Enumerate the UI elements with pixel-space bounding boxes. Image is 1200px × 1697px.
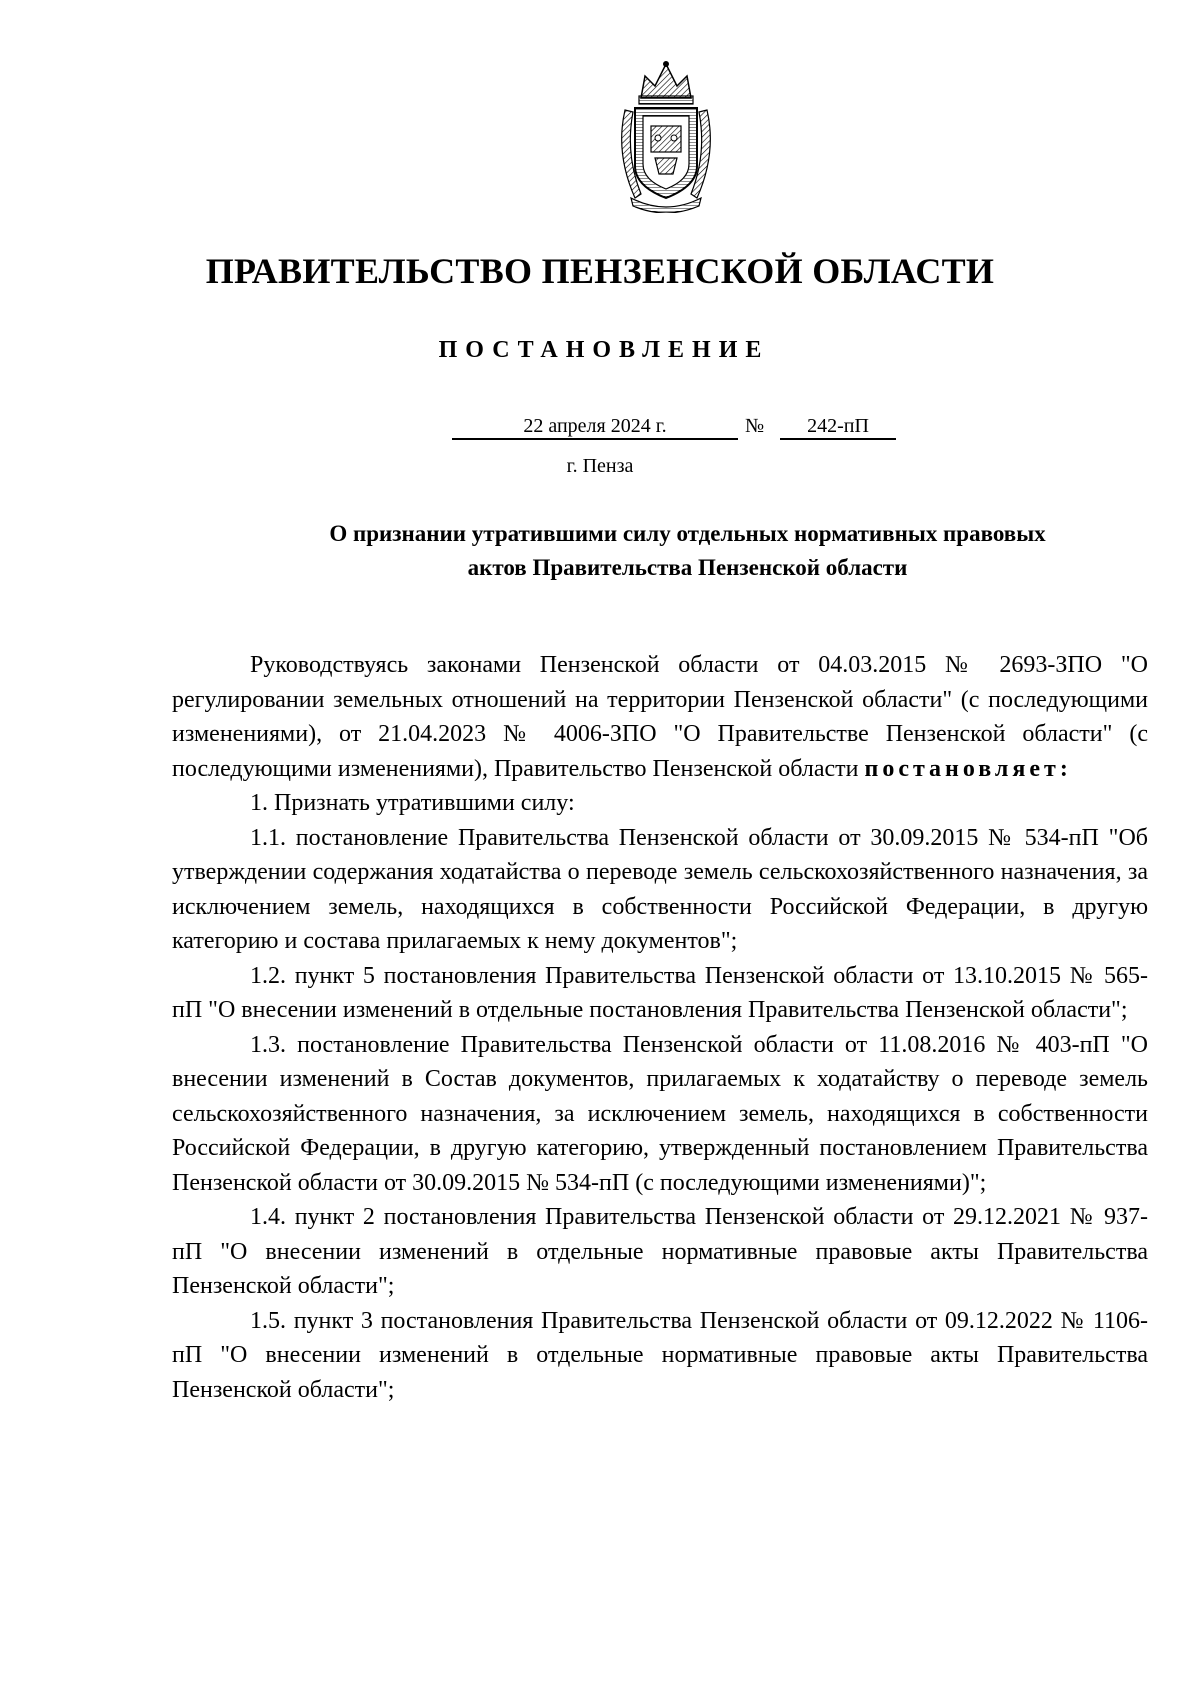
item-1-5: 1.5. пункт 3 постановления Правительства Пензенской области от 09.12.2022 № 1106-пП "О внесении изменений в отдельные нормативные правовые акты Правительства Пензенской области"; bbox=[172, 1307, 1148, 1403]
document-date: 22 апреля 2024 г. bbox=[452, 414, 738, 440]
item-1-3: 1.3. постановление Правительства Пензенской области от 11.08.2016 № 403-пП "О внесении изменений в Состав документов, прилагаемых к ходатайству о переводе земель сельскохозяйственного назначения, за исключением земель, находящихся в собственности Российской Федерации, в другую категорию, утвержденный постановлением Правительства Пензенской области от 30.09.2015 № 534-пП (с последующими изменениями)"; bbox=[172, 1031, 1148, 1196]
document-number: 242-пП bbox=[780, 414, 896, 440]
preamble-paragraph bbox=[172, 648, 1148, 786]
government-title: ПРАВИТЕЛЬСТВО ПЕНЗЕНСКОЙ ОБЛАСТИ bbox=[205, 251, 995, 291]
item-1: 1. Признать утратившими силу: bbox=[250, 790, 575, 816]
item-1-1: 1.1. постановление Правительства Пензенской области от 30.09.2015 № 534-пП "Об утверждении содержания ходатайства о переводе земель сельскохозяйственного назначения, за исключением земель, находящихся в собственности Российской Федерации, в другую категорию и состава прилагаемых к нему документов"; bbox=[172, 824, 1148, 954]
coat-of-arms-icon bbox=[611, 58, 721, 213]
resolves-word: постановляет: bbox=[864, 755, 1072, 782]
subject-line-2: актов Правительства Пензенской области bbox=[467, 555, 908, 580]
city: г. Пенза bbox=[566, 455, 634, 477]
preamble-text: Руководствуясь законами Пензенской области от 04.03.2015 № 2693-ЗПО "О регулировании земельных отношений на территории Пензенской области" (с последующими изменениями), от 21.04.2023 № 4006-ЗПО "О Правительстве Пензенской области" (с последующими изменениями), Правительство Пензенской области bbox=[172, 652, 1148, 782]
item-1-4: 1.4. пункт 2 постановления Правительства Пензенской области от 29.12.2021 № 937-пП "О внесении изменений в отдельные нормативные правовые акты Правительства Пензенской области"; bbox=[172, 1204, 1148, 1299]
subject-line-1: О признании утратившими силу отдельных нормативных правовых bbox=[329, 521, 1046, 546]
document-subject bbox=[175, 517, 1200, 585]
document-type: ПОСТАНОВЛЕНИЕ bbox=[438, 337, 770, 363]
item-1-2: 1.2. пункт 5 постановления Правительства Пензенской области от 13.10.2015 № 565-пП "О внесении изменений в отдельные постановления Правительства Пензенской области"; bbox=[172, 962, 1148, 1023]
number-sign: № bbox=[745, 415, 765, 437]
document-body bbox=[172, 648, 1148, 1407]
